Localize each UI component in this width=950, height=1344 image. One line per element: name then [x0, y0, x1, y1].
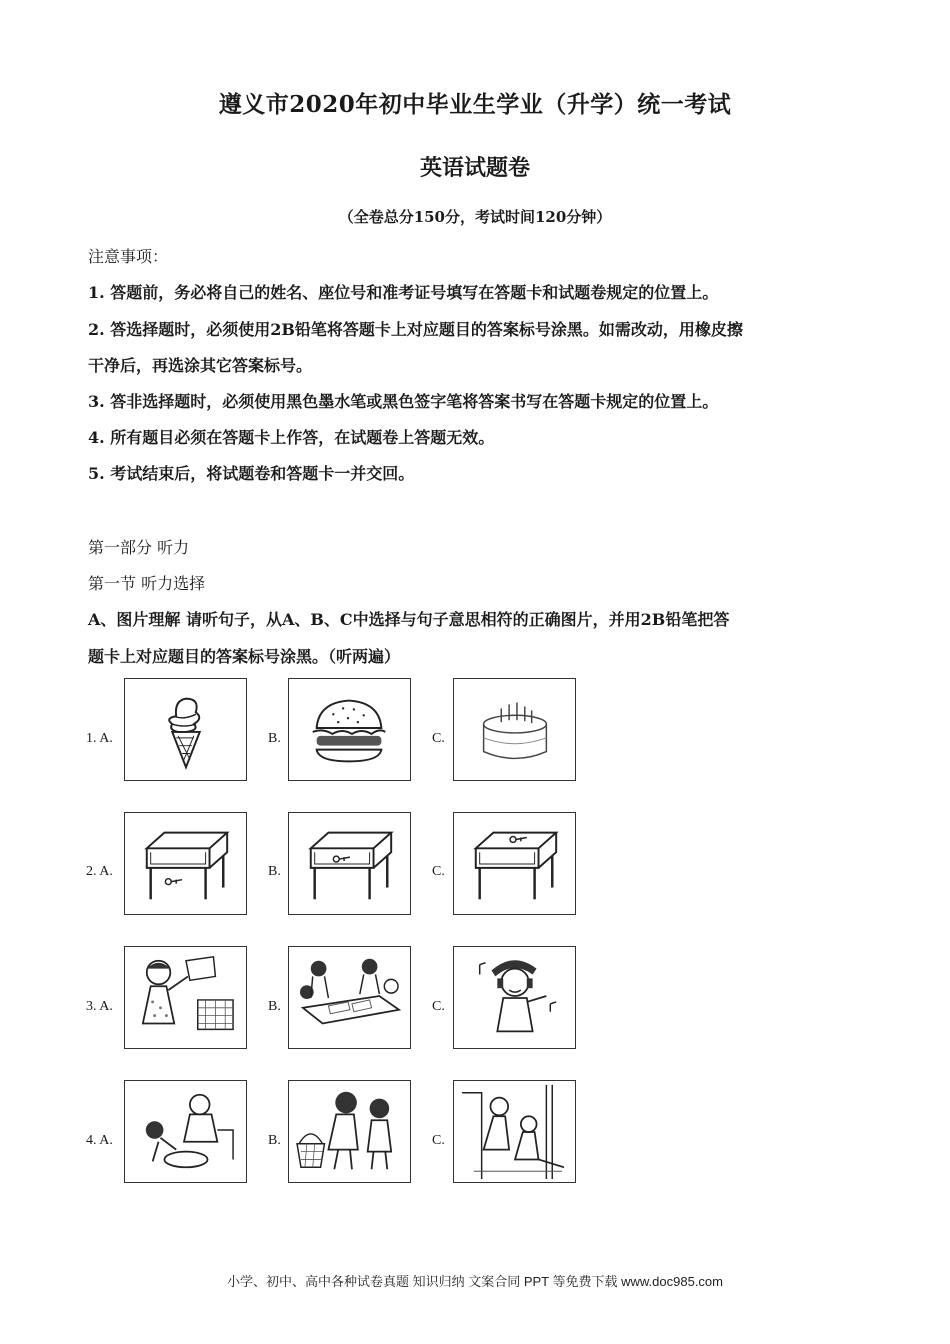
- mother-and-child-cleaning-icon: [454, 1081, 575, 1182]
- hamburger-icon: [289, 679, 410, 780]
- kids-with-basket-icon: [289, 1081, 410, 1182]
- ice-cream-icon: [125, 679, 246, 780]
- q2-c-label: C.: [432, 864, 445, 879]
- q4-picture-b: [288, 1080, 411, 1183]
- table-keys-under-icon: [125, 813, 246, 914]
- notice-item-2: 2. 答选择题时，必须使用2B铅笔将答题卡上对应题目的答案标号涂黑。如需改动，用橡皮擦: [88, 320, 743, 339]
- subsection-heading: 第一节 听力选择: [88, 574, 206, 593]
- q1-picture-b: [288, 678, 411, 781]
- notice-item-4: 4. 所有题目必须在答题卡上作答，在试题卷上答题无效。: [88, 428, 495, 447]
- q2-picture-b: [288, 812, 411, 915]
- notice-item-3: 3. 答非选择题时，必须使用黑色墨水笔或黑色签字笔将答案书写在答题卡规定的位置上。: [88, 392, 719, 411]
- page-footer: 小学、初中、高中各种试卷真题 知识归纳 文案合同 PPT 等免费下载 www.doc985.com: [227, 1274, 723, 1289]
- exam-info: （全卷总分150分，考试时间120分钟）: [338, 208, 612, 226]
- q4-picture-a: [124, 1080, 247, 1183]
- notice-item-5: 5. 考试结束后，将试题卷和答题卡一并交回。: [88, 464, 415, 483]
- boy-washing-feet-icon: [125, 1081, 246, 1182]
- part-heading: 第一部分 听力: [88, 538, 190, 557]
- q1-picture-a: [124, 678, 247, 781]
- q1-b-label: B.: [268, 731, 281, 746]
- q2-picture-a: [124, 812, 247, 915]
- notice-item-1: 1. 答题前，务必将自己的姓名、座位号和准考证号填写在答题卡和试题卷规定的位置上。: [88, 283, 719, 302]
- q2-picture-c: [453, 812, 576, 915]
- q2-b-label: B.: [268, 864, 281, 879]
- table-keys-on-top-icon: [454, 813, 575, 914]
- table-keys-inside-icon: [289, 813, 410, 914]
- q1-label: 1. A.: [86, 731, 113, 746]
- q4-label: 4. A.: [86, 1133, 113, 1148]
- q4-b-label: B.: [268, 1133, 281, 1148]
- notice-item-2-cont: 干净后，再选涂其它答案标号。: [88, 356, 313, 375]
- girl-with-letters-icon: [125, 947, 246, 1048]
- q4-c-label: C.: [432, 1133, 445, 1148]
- exam-title: 遵义市2020年初中毕业生学业（升学）统一考试: [218, 91, 732, 118]
- q4-picture-c: [453, 1080, 576, 1183]
- q3-b-label: B.: [268, 999, 281, 1014]
- instruction-line-2: 题卡上对应题目的答案标号涂黑。（听两遍）: [88, 647, 401, 666]
- kids-studying-icon: [289, 947, 410, 1048]
- birthday-cake-icon: [454, 679, 575, 780]
- notice-heading: 注意事项：: [88, 247, 169, 266]
- q3-label: 3. A.: [86, 999, 113, 1014]
- q3-picture-a: [124, 946, 247, 1049]
- q2-label: 2. A.: [86, 864, 113, 879]
- exam-subtitle: 英语试题卷: [419, 155, 530, 181]
- q1-picture-c: [453, 678, 576, 781]
- q3-c-label: C.: [432, 999, 445, 1014]
- girl-listening-music-icon: [454, 947, 575, 1048]
- q3-picture-b: [288, 946, 411, 1049]
- q3-picture-c: [453, 946, 576, 1049]
- q1-c-label: C.: [432, 731, 445, 746]
- instruction-line-1: A、图片理解 请听句子，从A、B、C中选择与句子意思相符的正确图片，并用2B铅笔把答: [88, 610, 730, 629]
